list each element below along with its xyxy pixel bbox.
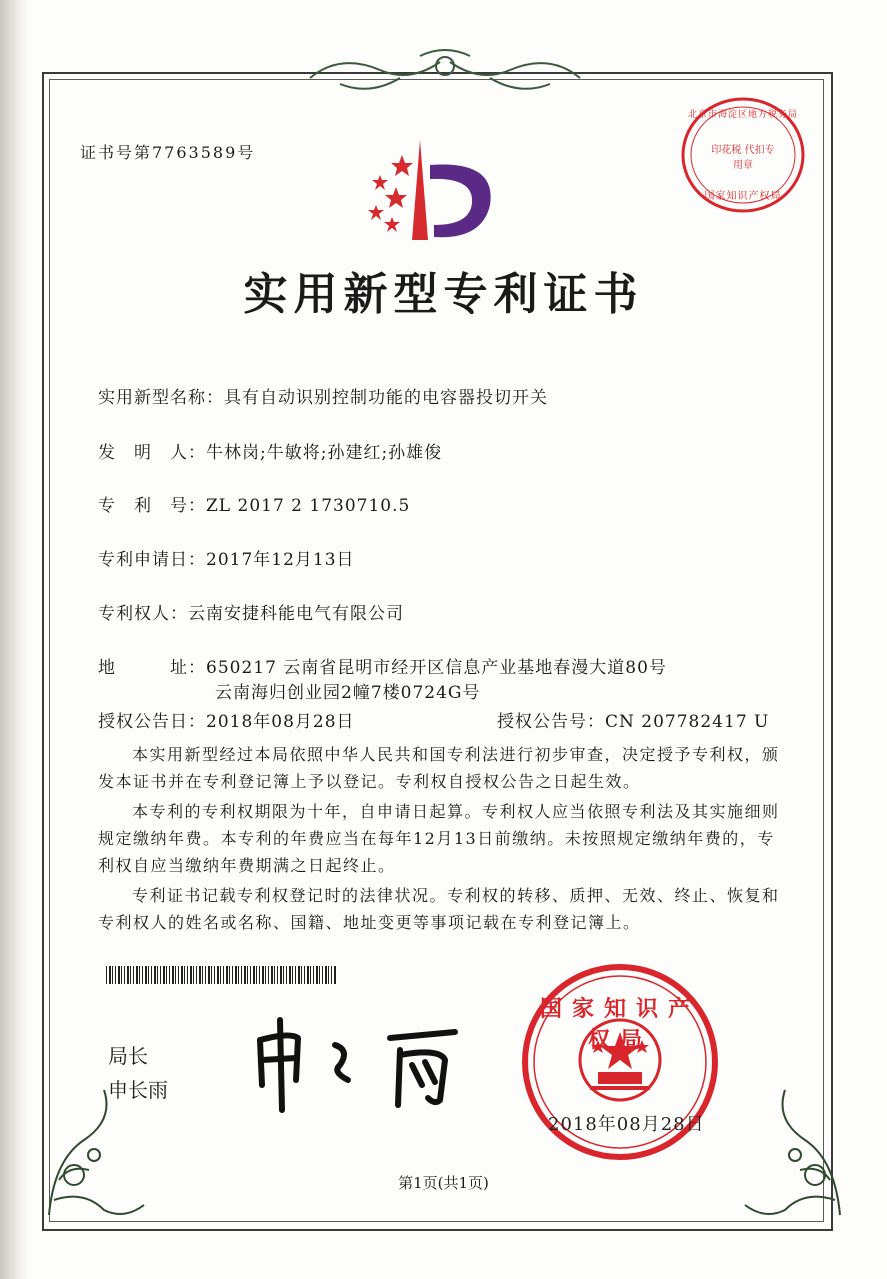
tax-seal-ring-text: 北京市海淀区地方税务局 (687, 110, 798, 120)
field-value: 2018年08月28日 (206, 712, 355, 732)
field-utility-model-name (98, 383, 548, 408)
field-inventor (98, 438, 442, 463)
field-grant-number (497, 707, 769, 732)
field-address-line2: 云南海归创业园2幢7楼0724G号 (215, 683, 481, 703)
tax-seal-bottom-text: 国家知识产权局 (704, 191, 782, 202)
tax-seal-center-text: 印花税 代扣专用章 (711, 145, 775, 171)
body-paragraph: 本专利的专利权期限为十年，自申请日起算。专利权人应当依照专利法及其实施细则规定缴纳年费。本专利的年费应当在每年12月13日前缴纳。未按照规定缴纳年费的，专利权自应当缴纳年费期满之日起终止。 (98, 802, 780, 875)
certificate-number: 证书号第7763589号 (80, 143, 256, 162)
field-value: ZL 2017 2 1730710.5 (206, 496, 411, 516)
cnipa-logo-icon (362, 135, 502, 245)
field-label: 专 利 号： (98, 496, 206, 516)
barcode (106, 966, 336, 984)
field-value: 牛林岗;牛敏将;孙建红;孙雄俊 (206, 443, 443, 463)
field-label: 专利申请日： (98, 550, 206, 570)
certificate-body-text (98, 741, 788, 939)
corner-ornament-right (735, 1080, 845, 1220)
field-address (98, 653, 667, 678)
handwritten-signature (240, 1010, 470, 1120)
field-label: 实用新型名称： (98, 388, 224, 408)
body-paragraph: 专利证书记载专利权登记时的法律状况。专利权的转移、质押、无效、终止、恢复和专利权人的姓名或名称、国籍、地址变更等事项记载在专利登记簿上。 (98, 886, 780, 932)
field-patent-number (98, 491, 410, 516)
paper-edge-shadow (0, 0, 30, 1279)
field-application-date (98, 545, 355, 570)
field-value: 650217 云南省昆明市经开区信息产业基地春漫大道80号 (206, 658, 667, 678)
field-value: 云南安捷科能电气有限公司 (188, 604, 404, 624)
field-patent-holder (98, 599, 404, 624)
field-label: 授权公告日： (98, 712, 206, 732)
page-footer: 第1页(共1页) (398, 1174, 489, 1192)
field-value: 具有自动识别控制功能的电容器投切开关 (224, 388, 548, 408)
director-name: 申长雨 (108, 1078, 168, 1102)
field-value: CN 207782417 U (605, 712, 770, 732)
tax-stamp-seal (678, 95, 808, 215)
field-label: 授权公告号： (497, 712, 605, 732)
body-paragraph: 本实用新型经过本局依照中华人民共和国专利法进行初步审查，决定授予专利权，颁发本证书并在专利登记簿上予以登记。专利权自授权公告之日起生效。 (98, 745, 780, 791)
field-value: 2017年12月13日 (206, 550, 355, 570)
field-grant-date (98, 707, 355, 732)
field-label: 专利权人： (98, 604, 188, 624)
seal-date: 2018年08月28日 (548, 1114, 705, 1135)
director-title: 局长 (108, 1044, 148, 1068)
field-label: 地 址： (98, 658, 206, 678)
top-ornament (300, 48, 590, 98)
field-label: 发 明 人： (98, 443, 206, 463)
certificate-title: 实用新型专利证书 (243, 269, 644, 320)
official-seal-text: 国家知识产权局 (539, 997, 700, 1053)
